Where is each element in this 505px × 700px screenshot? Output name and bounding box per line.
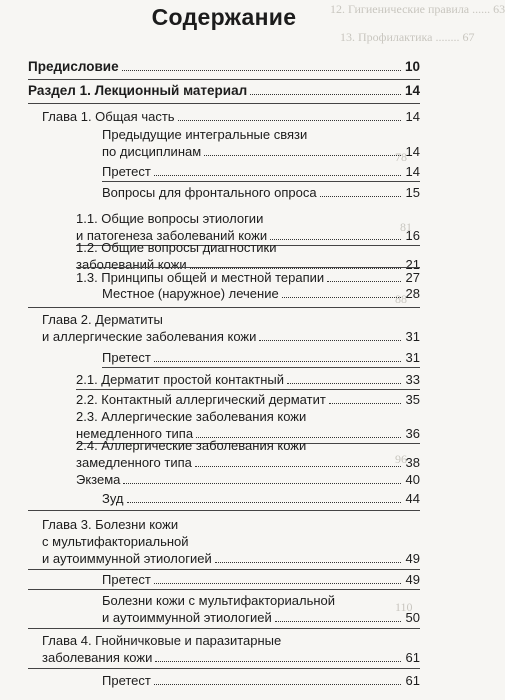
entry-text: и аутоиммунной этиологией bbox=[102, 610, 272, 625]
toc-entry[interactable] bbox=[102, 490, 420, 507]
page-number: 28 bbox=[405, 286, 420, 301]
page-number: 61 bbox=[405, 673, 420, 688]
page-number: 16 bbox=[405, 228, 420, 243]
separator-line bbox=[102, 367, 420, 368]
separator-line bbox=[28, 569, 420, 570]
toc-entry-chapter-4[interactable] bbox=[42, 632, 420, 666]
entry-text: 2.4. Аллергические заболевания кожи bbox=[76, 438, 307, 453]
leader-dots bbox=[154, 583, 401, 584]
separator-line bbox=[76, 389, 420, 390]
entry-text: 1.2. Общие вопросы диагностики bbox=[76, 240, 277, 255]
page-number: 14 bbox=[405, 144, 420, 159]
toc-entry[interactable] bbox=[76, 471, 420, 488]
page-number: 10 bbox=[404, 59, 420, 74]
toc-entry[interactable] bbox=[76, 371, 420, 388]
entry-text: Вопросы для фронтального опроса bbox=[102, 185, 317, 200]
toc-entry[interactable] bbox=[102, 285, 420, 302]
toc-entry[interactable] bbox=[102, 163, 420, 180]
toc-entry[interactable] bbox=[76, 437, 420, 471]
leader-dots bbox=[123, 483, 401, 484]
leader-dots bbox=[154, 361, 401, 362]
toc-entry-chapter-2[interactable] bbox=[42, 311, 420, 345]
entry-text: Местное (наружное) лечение bbox=[102, 286, 279, 301]
entry-text: Претест bbox=[102, 164, 151, 179]
leader-dots bbox=[154, 175, 401, 176]
entry-text: 2.1. Дерматит простой контактный bbox=[76, 372, 284, 387]
separator-line bbox=[28, 103, 420, 104]
entry-text: Глава 4. Гнойничковые и паразитарные bbox=[42, 633, 282, 648]
page-number: 14 bbox=[405, 109, 420, 124]
entry-text: по дисциплинам bbox=[102, 144, 202, 159]
leader-dots bbox=[327, 281, 401, 282]
leader-dots bbox=[127, 502, 401, 503]
entry-text: Глава 1. Общая часть bbox=[42, 109, 175, 124]
toc-entry-chapter-1[interactable] bbox=[42, 108, 420, 125]
entry-text: Предыдущие интегральные связи bbox=[102, 127, 308, 142]
entry-text: заболеваний кожи bbox=[76, 257, 187, 272]
leader-dots bbox=[329, 403, 401, 404]
page-number: 31 bbox=[405, 350, 420, 365]
entry-text: Зуд bbox=[102, 491, 124, 506]
separator-line bbox=[28, 307, 420, 308]
leader-dots bbox=[320, 196, 401, 197]
entry-text: и патогенеза заболеваний кожи bbox=[76, 228, 268, 243]
page-number: 61 bbox=[405, 650, 420, 665]
entry-text: Претест bbox=[102, 673, 151, 688]
page-number: 44 bbox=[405, 491, 420, 506]
toc-entry[interactable] bbox=[102, 672, 420, 689]
leader-dots bbox=[204, 155, 401, 156]
bleed-through-text: 96 bbox=[395, 452, 407, 466]
page-number: 40 bbox=[405, 472, 420, 487]
entry-text: и аутоиммунной этиологией bbox=[42, 551, 212, 566]
entry-text: Раздел 1. Лекционный материал bbox=[28, 83, 248, 98]
entry-text: 2.3. Аллергические заболевания кожи bbox=[76, 409, 307, 424]
toc-entry-chapter-3[interactable] bbox=[42, 516, 420, 567]
page-number: 31 bbox=[405, 329, 420, 344]
entry-text: 2.2. Контактный аллергический дерматит bbox=[76, 392, 326, 407]
page-number: 21 bbox=[405, 257, 420, 272]
entry-text: и аллергические заболевания кожи bbox=[42, 329, 257, 344]
bleed-through-text: 81 bbox=[400, 220, 412, 234]
bleed-through-text: 13. Профилактика ........ 67 bbox=[340, 30, 475, 44]
entry-text: заболевания кожи bbox=[42, 650, 153, 665]
bleed-through-text: 110 bbox=[395, 600, 413, 614]
toc-entry[interactable] bbox=[76, 391, 420, 408]
page-number: 33 bbox=[405, 372, 420, 387]
toc-entry[interactable] bbox=[102, 126, 420, 160]
toc-entry[interactable] bbox=[76, 269, 420, 286]
leader-dots bbox=[178, 120, 401, 121]
leader-dots bbox=[287, 383, 401, 384]
leader-dots bbox=[155, 661, 401, 662]
toc-entry-preface[interactable] bbox=[28, 58, 420, 75]
page-number: 49 bbox=[405, 551, 420, 566]
bleed-through-text: 12. Гигиенические правила ...... 63 bbox=[330, 2, 505, 16]
separator-line bbox=[28, 589, 420, 590]
separator-line bbox=[28, 628, 420, 629]
entry-text: Предисловие bbox=[28, 59, 119, 74]
toc-entry[interactable] bbox=[102, 571, 420, 588]
separator-line bbox=[28, 668, 420, 669]
leader-dots bbox=[259, 340, 401, 341]
entry-text: 1.1. Общие вопросы этиологии bbox=[76, 211, 264, 226]
toc-entry[interactable] bbox=[102, 592, 420, 626]
leader-dots bbox=[122, 70, 401, 71]
entry-text: Экзема bbox=[76, 472, 121, 487]
entry-text: Болезни кожи с мультифакториальной bbox=[102, 593, 336, 608]
separator-line bbox=[76, 267, 420, 268]
entry-text: Глава 3. Болезни кожи bbox=[42, 517, 179, 532]
entry-text: с мультифакториальной bbox=[42, 534, 189, 549]
entry-text: замедленного типа bbox=[76, 455, 192, 470]
separator-line bbox=[102, 181, 420, 182]
entry-text: 1.3. Принципы общей и местной терапии bbox=[76, 270, 325, 285]
page-number: 49 bbox=[405, 572, 420, 587]
leader-dots bbox=[154, 684, 401, 685]
leader-dots bbox=[282, 297, 401, 298]
toc-entry-section-1[interactable] bbox=[28, 82, 420, 99]
page-number: 50 bbox=[405, 610, 420, 625]
leader-dots bbox=[195, 466, 401, 467]
page-title: Содержание bbox=[151, 4, 297, 30]
page-number: 38 bbox=[405, 455, 420, 470]
bleed-through-text: 88 bbox=[395, 292, 407, 306]
page-number: 36 bbox=[405, 426, 420, 441]
entry-text: Претест bbox=[102, 572, 151, 587]
page-number: 27 bbox=[405, 270, 420, 285]
leader-dots bbox=[250, 94, 401, 95]
entry-text: Претест bbox=[102, 350, 151, 365]
toc-entry[interactable] bbox=[102, 184, 420, 201]
separator-line bbox=[28, 79, 420, 80]
page-number: 35 bbox=[405, 392, 420, 407]
leader-dots bbox=[215, 562, 401, 563]
leader-dots bbox=[275, 621, 401, 622]
entry-text: Глава 2. Дерматиты bbox=[42, 312, 163, 327]
entry-text: немедленного типа bbox=[76, 426, 194, 441]
separator-line bbox=[28, 510, 420, 511]
page-number: 14 bbox=[404, 83, 420, 98]
toc-entry[interactable] bbox=[102, 349, 420, 366]
bleed-through-text: 78 bbox=[395, 150, 407, 164]
page-number: 14 bbox=[405, 164, 420, 179]
page-number: 15 bbox=[405, 185, 420, 200]
